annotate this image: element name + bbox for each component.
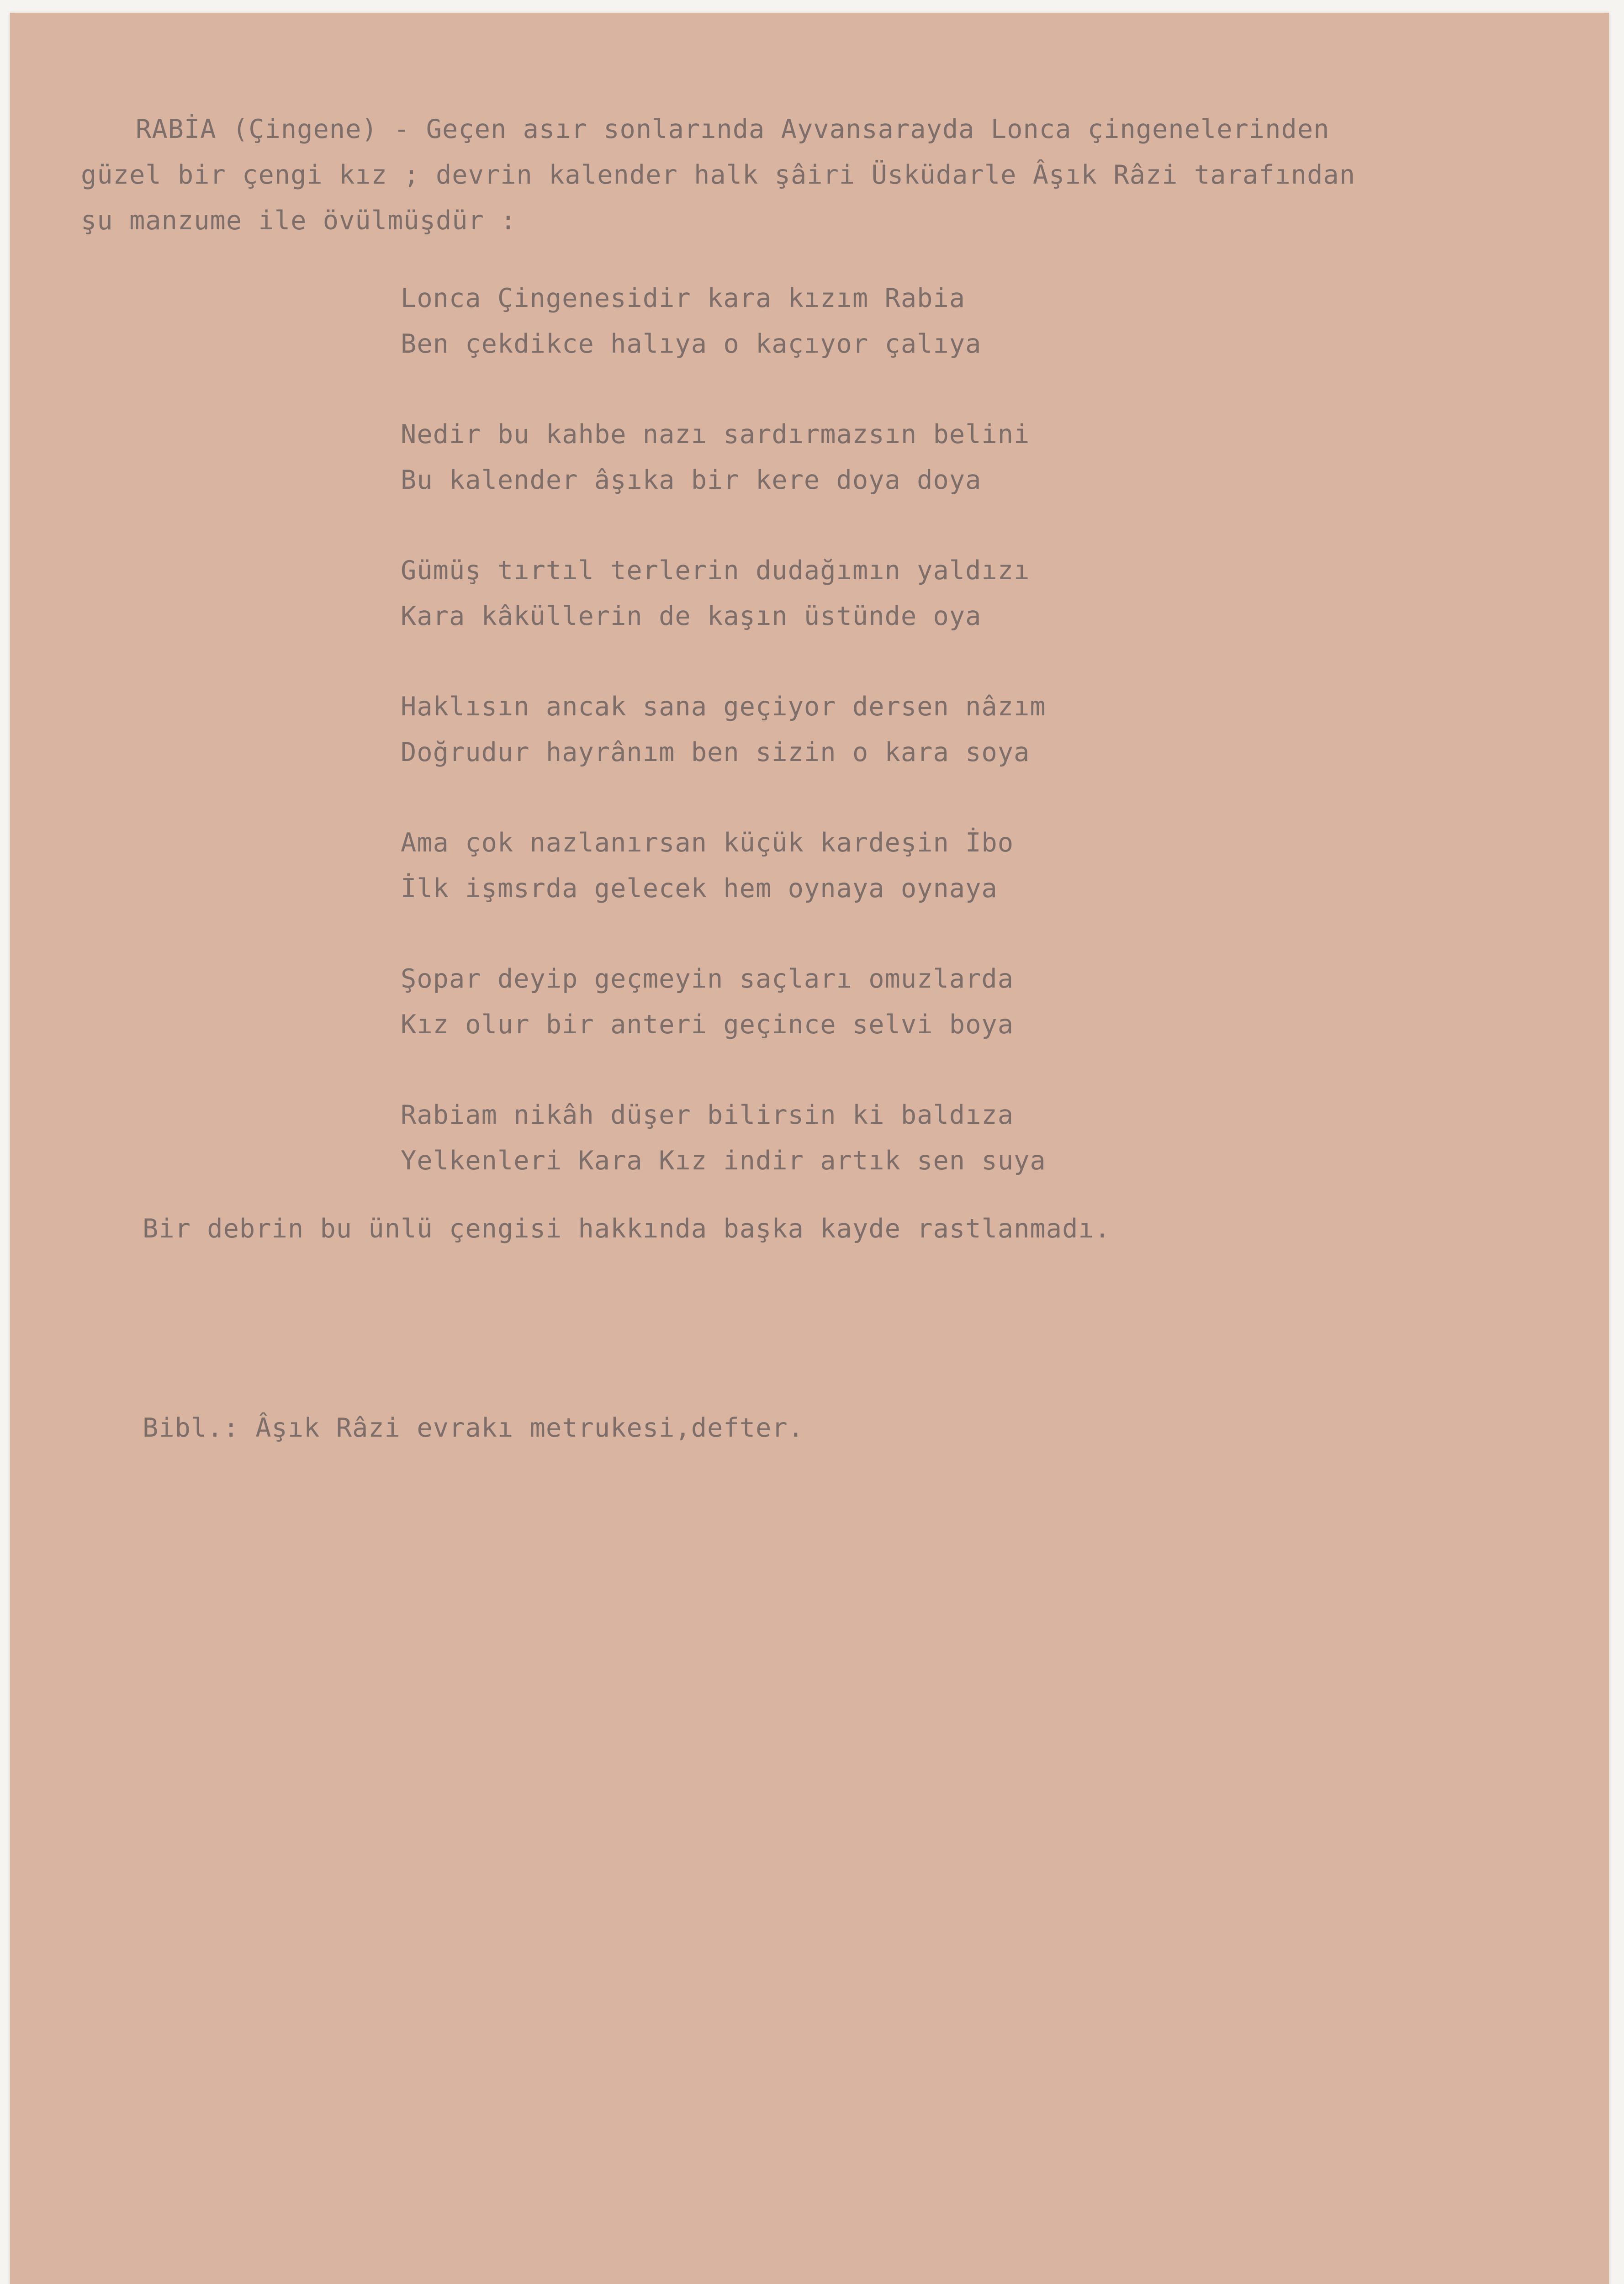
poem	[401, 275, 1046, 1228]
poem-line: Kara kâküllerin de kaşın üstünde oya	[401, 601, 982, 631]
poem-stanza	[401, 684, 1046, 775]
closing-sentence: Bir debrin bu ünlü çengisi hakkında başka kayde rastlanmadı.	[143, 1214, 1111, 1244]
poem-line: Doğrudur hayrânım ben sizin o kara soya	[401, 737, 1030, 767]
poem-line: Gümüş tırtıl terlerin dudağımın yaldızı	[401, 555, 1030, 586]
poem-line: İlk işmsrda gelecek hem oynaya oynaya	[401, 873, 998, 904]
poem-line: Kız olur bir anteri geçince selvi boya	[401, 1010, 1014, 1040]
typewritten-page	[10, 13, 1609, 2284]
poem-stanza	[401, 412, 1046, 503]
bibliography-note: Bibl.: Âşık Râzi evrakı metrukesi,defter.	[143, 1413, 804, 1443]
poem-line: Şopar deyip geçmeyin saçları omuzlarda	[401, 964, 1014, 994]
poem-line: Bu kalender âşıka bir kere doya doya	[401, 465, 982, 495]
intro-line: RABİA (Çingene) - Geçen asır sonlarında Ayvansarayda Lonca çingenelerinden	[136, 114, 1330, 144]
poem-stanza	[401, 275, 1046, 367]
poem-stanza	[401, 548, 1046, 639]
poem-line: Lonca Çingenesidir kara kızım Rabia	[401, 283, 966, 313]
intro-line: şu manzume ile övülmüşdür :	[81, 206, 517, 236]
poem-line: Ben çekdikce halıya o kaçıyor çalıya	[401, 329, 982, 359]
intro-paragraph	[81, 106, 1584, 243]
intro-line: güzel bir çengi kız ; devrin kalender halk şâiri Üsküdarle Âşık Râzi tarafından	[81, 160, 1356, 190]
poem-line: Ama çok nazlanırsan küçük kardeşin İbo	[401, 828, 1014, 858]
poem-line: Yelkenleri Kara Kız indir artık sen suya	[401, 1146, 1046, 1176]
poem-line: Rabiam nikâh düşer bilirsin ki baldıza	[401, 1100, 1014, 1130]
poem-line: Haklısın ancak sana geçiyor dersen nâzım	[401, 692, 1046, 722]
poem-stanza	[401, 1092, 1046, 1184]
poem-line: Nedir bu kahbe nazı sardırmazsın belini	[401, 419, 1030, 449]
poem-stanza	[401, 820, 1046, 911]
poem-stanza	[401, 956, 1046, 1047]
